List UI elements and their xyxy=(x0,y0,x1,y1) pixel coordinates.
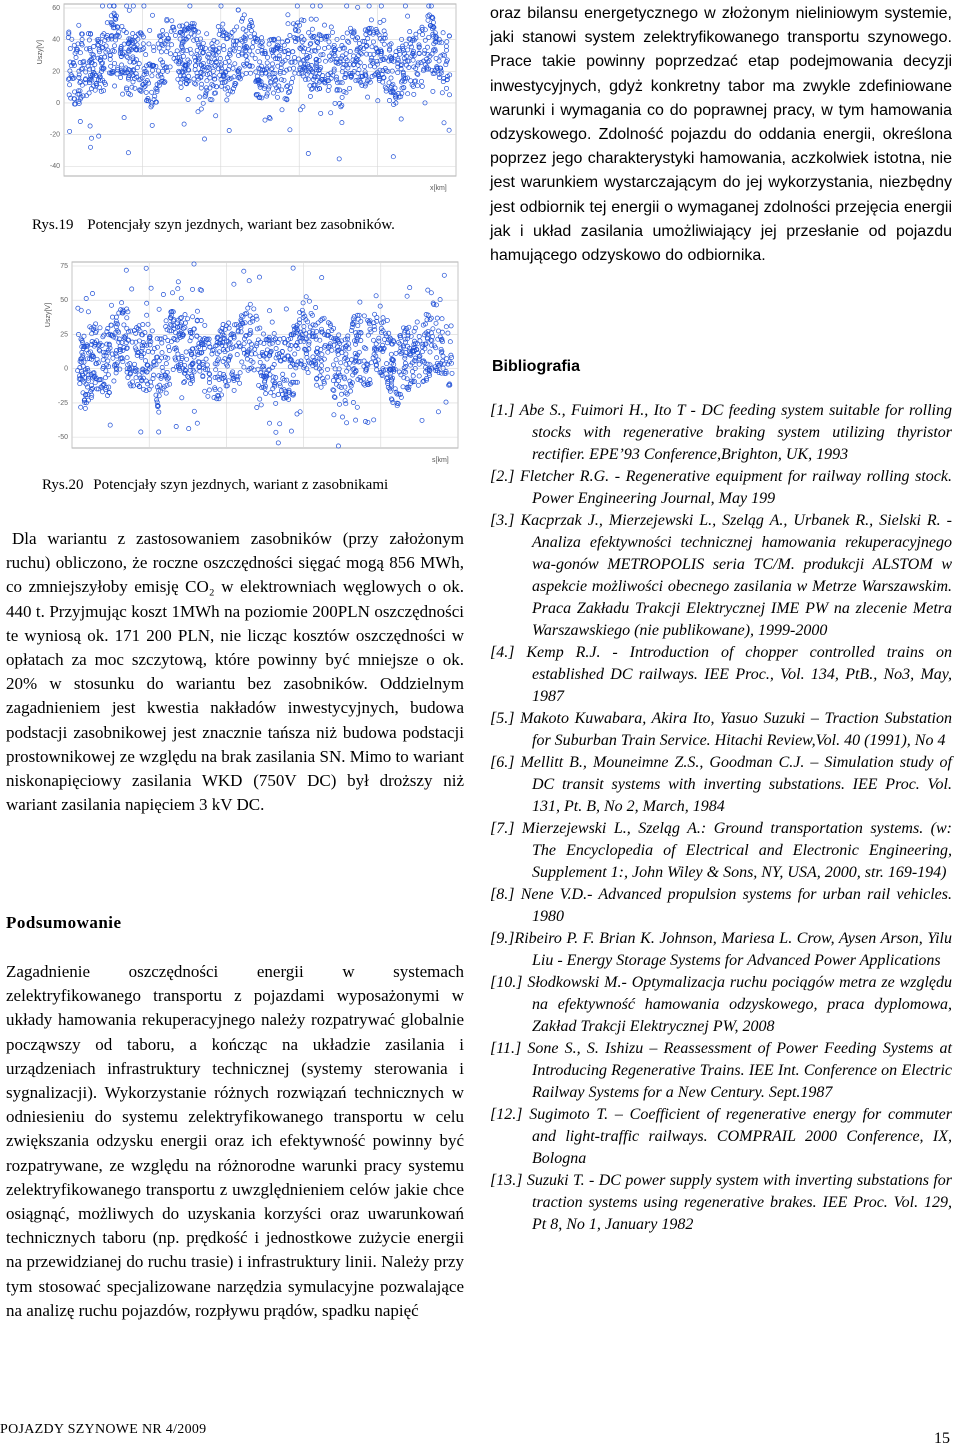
bibliography-item: [5.] Makoto Kuwabara, Akira Ito, Yasuo Suzuki – Traction Substation for Suburban Train Service. Hitachi Review,Vol. 40 (1991), No 4 xyxy=(490,710,952,749)
bibliography-heading: Bibliografia xyxy=(492,358,581,375)
bibliography-item: [1.] Abe S., Fuimori H., Ito T - DC feeding system suitable for rolling stocks with regenerative braking system utilizing thyristor rectifier. EPE’93 Conference,Brighton, UK, 1993 xyxy=(490,402,952,463)
y-tick-label: 40 xyxy=(52,36,60,44)
bibliography-item: [4.] Kemp R.J. - Introduction of chopper controlled trains on established DC railways. IEE Proc., Vol. 134, PtB., No3, May, 1987 xyxy=(490,644,952,705)
figure-19-plot xyxy=(36,0,472,200)
continuation-paragraph: oraz bilansu energetycznego w złożonym nieliniowym systemie, jaki stanowi system zelektryfikowanego transportu szynowego. Prace takie powinny poprzedzać etap podejmowania decyzji inwestycyjnych, gdyż konkretny tabor ma zwykle zdefiniowane warunki i wymagania co do poprawnej pracy, w tym hamowania odzyskowego. Zdolność pojazdu do oddania energii, określona poprzez jego charakterystyki hamowania, aczkolwiek istotna, nie jest warunkiem wystarczającym do jej wykorzystania, niezbędny jest odbiornik tej energii o wymaganej zdolności przejęcia energii jak i układ zasilania umożliwiający jej przesłanie od pojazdu hamującego odzyskowo do odbiornika. xyxy=(490,5,952,265)
y-tick-label: 60 xyxy=(52,5,60,12)
bibliography-item: [8.] Nene V.D.- Advanced propulsion systems for urban rail vehicles. 1980 xyxy=(490,886,952,925)
y-tick-label: 0 xyxy=(64,365,68,373)
page-number: 15 xyxy=(934,1430,950,1447)
figure-19-caption xyxy=(32,216,395,234)
y-tick-label: -50 xyxy=(57,434,68,442)
figure-19-caption-number: Rys.19 xyxy=(32,217,74,233)
bibliography-item: [11.] Sone S., S. Ishizu – Reassessment of Power Feeding Systems at Introducing Regenerative Trains. IEE Int. Conference on Electric Railway Systems for a New Century. Sept.1987 xyxy=(490,1040,952,1101)
x-axis-label: s[km] xyxy=(432,457,449,464)
summary-heading: Podsumowanie xyxy=(6,913,122,932)
bibliography-item: [13.] Suzuki T. - DC power supply system with inverting substations for traction systems using regenerative brakes. IEE Proc. Vol. 129, Pt 8, No 1, January 1982 xyxy=(490,1172,952,1233)
journal-footer: POJAZDY SZYNOWE NR 4/2009 xyxy=(0,1422,207,1437)
y-tick-label: -25 xyxy=(57,399,68,407)
bibliography-item: [10.] Słodkowski M.- Optymalizacja ruchu pociągów metra ze względu na efektywność hamowania odzyskowego, praca dyplomowa, Zakład Trakcji Elektrycznej PW, 2008 xyxy=(490,974,952,1035)
bibliography-item: [3.] Kacprzak J., Mierzejewski L., Szeląg A., Urbanek R., Sielski R. - Analiza efektywności technicznej hamowania rekuperacyjnego wa-gonów METROPOLIS seria TC/M. produkcji ALSTOM w aspekcie możliwości obecnego zasilania w Metrze Warszawskim. Praca Zakładu Trakcji Elektrycznej IME PW na zlecenie Metra Warszawskiego (nie publikowane), 1999-2000 xyxy=(490,512,952,639)
bibliography-item: [12.] Sugimoto T. – Coefficient of regenerative energy for commuter and light-traffic railways. COMPRAIL 2000 Conference, IX, Bologna xyxy=(490,1106,952,1167)
bibliography-item: [6.] Mellitt B., Mouneimne Z.S., Goodman C.J. – Simulation study of DC transit systems with inverting substations. IEE Proc. Vol. 131, Pt. B, No 2, March, 1984 xyxy=(490,754,952,815)
bibliography-item: [7.] Mierzejewski L., Szeląg A.: Ground transportation systems. (w: The Encyclopedia of Electrical and Electronic Engineering, Supplement 1:, John Wiley & Sons, NY, USA, 2000, str. 169-194) xyxy=(490,820,952,881)
plot-frame xyxy=(64,4,456,176)
figure-20-plot xyxy=(6,256,468,472)
figure-20-caption xyxy=(42,476,388,494)
summary-paragraph: Zagadnienie oszczędności energii w systemach zelektryfikowanego transportu z pojazdami wyposażonymi w układy hamowania rekuperacyjnego należy rozpatrywać globalnie począwszy od taboru, a kończąc na układzie zasilania i urządzeniach infrastruktury technicznej (systemy sterowania i sygnalizacji). Wykorzystanie różnych rozwiązań technicznych w odniesieniu do systemu zelektryfikowanego transportu w celu zwiększania odzysku energii oraz ich efektywność powinny być rozpatrywane, ze względu na różnorodne warunki pracy systemu zelektryfikowanego transportu z uwzględnieniem celów jakie chce osiągnąć, możliwych do uzyskania korzyści oraz uwarunkowań technicznych taboru (np. prędkość i jednostkowe zużycie energii na przewidzianej do ruchu trasie) i infrastruktury linii. Należy przy tym stosować specjalizowane narzędzia symulacyjne pozwalające na analizę ruchu pojazdów, rozpływu prądów, spadku napięć xyxy=(6,962,464,1320)
y-tick-label: 75 xyxy=(60,263,68,270)
bibliography-item: [2.] Fletcher R.G. - Regenerative equipment for railway rolling stock. Power Engineering Journal, May 199 xyxy=(490,468,952,507)
figure-20 xyxy=(6,256,468,472)
y-axis-label: Uszy[V] xyxy=(37,40,44,65)
figure-19-caption-text: Potencjały szyn jezdnych, wariant bez zasobników. xyxy=(87,217,395,233)
bibliography-list xyxy=(490,400,952,1236)
figure-20-caption-text: Potencjały szyn jezdnych, wariant z zasobnikami xyxy=(93,477,389,493)
x-axis-label: x[km] xyxy=(430,185,447,192)
y-axis-label: Uszy[V] xyxy=(45,302,52,328)
y-tick-label: -20 xyxy=(49,131,60,139)
y-tick-label: 50 xyxy=(60,297,68,305)
y-tick-label: 0 xyxy=(56,99,60,107)
y-tick-label: 20 xyxy=(52,68,60,76)
bibliography-item: [9.]Ribeiro P. F. Brian K. Johnson, Mariesa L. Crow, Aysen Arson, Yilu Liu - Energy Storage Systems for Advanced Power Applications xyxy=(490,930,952,969)
results-paragraph: Dla wariantu z zastosowaniem zasobników (przy założonym ruchu) obliczono, że roczne oszczędności sięgać mogą 856 MWh, co zmniejszyłoby emisję CO₂ w elektrowniach węglowych o ok. 440 t. Przyjmując koszt 1MWh na poziomie 200PLN oszczędności te wyniosą ok. 171 200 PLN, nie licząc kosztów oszczędności w opłatach za moc szczytową, które powinny być mniejsze o ok. 20% w stosunku do wariantu bez zasobników. Oddzielnym zagadnieniem jest kwestia nakładów inwestycyjnych, budowa podstacji zasobnikowej jest znacznie tańsza niż budowa podstacji prostownikowej ze względu na brak zasilania SN. Mimo to wariant niskonapięciowy zasilania WKD (750V DC) był droższy niż wariant zasilania napięciem 3 kV DC. xyxy=(6,529,464,815)
y-tick-label: 25 xyxy=(60,331,68,339)
y-tick-label: -40 xyxy=(49,163,60,171)
figure-20-caption-number: Rys.20 xyxy=(42,477,84,493)
figure-19 xyxy=(36,0,472,200)
